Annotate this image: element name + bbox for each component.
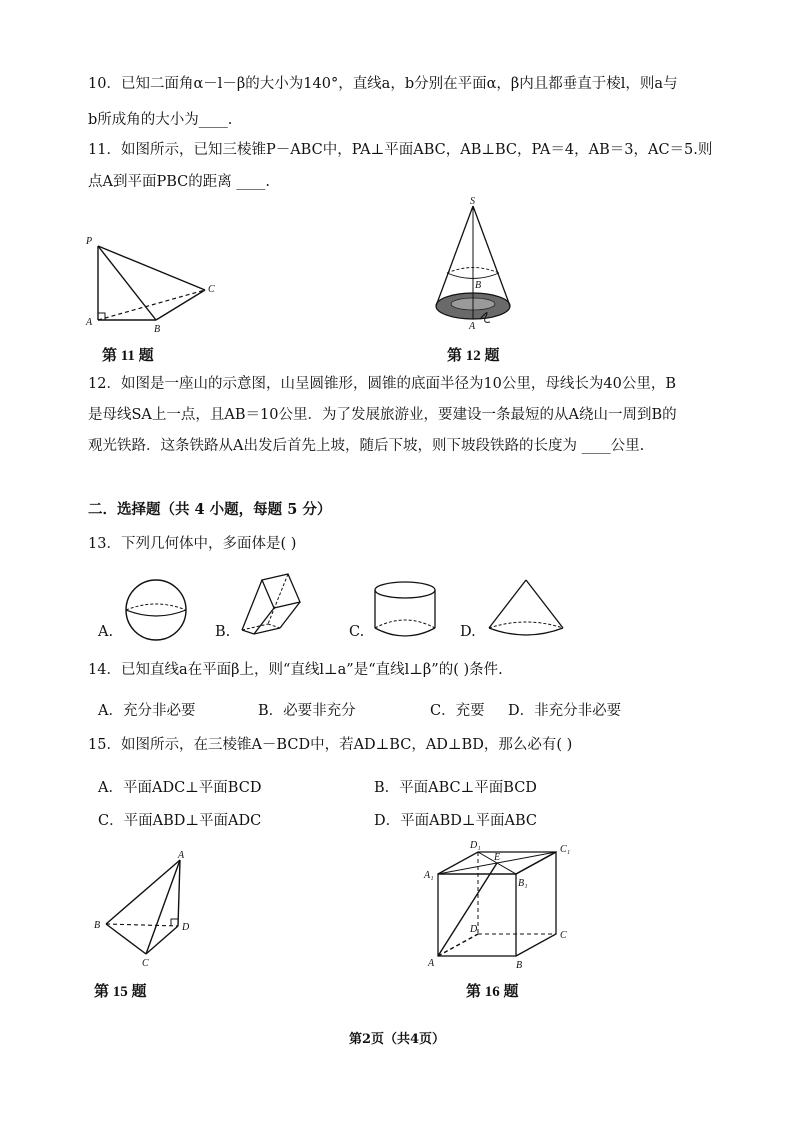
q10-line1: 10．已知二面角α－l－β的大小为140°，直线a，b分别在平面α，β内且都垂直于棱l，则a与 <box>88 76 678 92</box>
q15-option-b: B．平面ABC⊥平面BCD <box>374 780 537 796</box>
q13-sphere-figure <box>124 578 188 642</box>
q10-line2: b所成角的大小为____. <box>88 112 233 128</box>
q14-option-d: D．非充分非必要 <box>508 703 622 719</box>
fig11-label-c: C <box>208 284 215 295</box>
q13-option-a-label: A. <box>98 624 114 640</box>
q15-option-a: A．平面ADC⊥平面BCD <box>98 780 262 796</box>
q11-line2: 点A到平面PBC的距离 ____. <box>88 174 270 190</box>
q15-stem: 15．如图所示，在三棱锥A－BCD中，若AD⊥BC，AD⊥BD，那么必有( ) <box>88 737 573 753</box>
q13-option-d-label: D. <box>460 624 476 640</box>
fig11-label-p: P <box>86 236 93 247</box>
section-2-title: 二．选择题（共 4 小题，每题 5 分） <box>88 501 332 518</box>
q13-stem: 13．下列几何体中，多面体是( ) <box>88 536 297 552</box>
q14-stem: 14．已知直线a在平面β上，则“直线l⊥a”是“直线l⊥β”的( )条件. <box>88 662 503 678</box>
fig16-label-a1: A₁ <box>424 870 434 881</box>
q12-line1: 12．如图是一座山的示意图，山呈圆锥形，圆锥的底面半径为10公里，母线长为40公里，B <box>88 376 677 392</box>
q12-line3: 观光铁路．这条铁路从A出发后首先上坡，随后下坡，则下坡段铁路的长度为 ____公里. <box>88 438 645 454</box>
fig16-label-a: A <box>428 958 435 969</box>
q14-option-b: B．必要非充分 <box>258 703 356 719</box>
fig16-label-c1: C₁ <box>560 844 571 855</box>
fig15-label-c: C <box>142 958 149 969</box>
figure-11 <box>80 230 230 340</box>
fig12-label-s: S <box>470 196 475 207</box>
q15-option-c: C．平面ABD⊥平面ADC <box>98 813 262 829</box>
figure-12 <box>428 198 538 338</box>
figure-16 <box>418 836 588 974</box>
fig15-label-b: B <box>94 920 101 931</box>
fig16-label-d: D <box>470 924 478 935</box>
q13-cylinder-figure <box>372 580 438 640</box>
q15-option-d: D．平面ABD⊥平面ABC <box>374 813 538 829</box>
fig12-caption: 第 12 题 <box>447 348 500 364</box>
q14-option-a: A．充分非必要 <box>98 703 196 719</box>
fig16-label-c: C <box>560 930 567 941</box>
q14-option-c: C．充要 <box>430 703 485 719</box>
fig11-label-b: B <box>154 324 161 335</box>
fig11-caption: 第 11 题 <box>102 348 154 364</box>
fig15-caption: 第 15 题 <box>94 984 147 1000</box>
fig16-label-b: B <box>516 960 523 971</box>
q13-cone-figure <box>486 578 566 640</box>
figure-15 <box>92 850 202 970</box>
page-footer: 第2页（共4页） <box>348 1032 446 1047</box>
fig12-label-b: B <box>475 280 482 291</box>
fig15-label-a: A <box>178 850 185 861</box>
q13-prism-figure <box>240 572 310 640</box>
fig16-label-b1: B₁ <box>518 878 528 889</box>
fig15-label-d: D <box>182 922 190 933</box>
fig16-label-d1: D₁ <box>470 840 481 851</box>
fig16-label-e: E <box>494 852 501 863</box>
q13-option-b-label: B. <box>215 624 231 640</box>
fig16-caption: 第 16 题 <box>466 984 519 1000</box>
fig12-label-a: A <box>469 321 476 332</box>
q12-line2: 是母线SA上一点，且AB＝10公里．为了发展旅游业，要建设一条最短的从A绕山一周到B的 <box>88 407 677 423</box>
fig11-label-a: A <box>86 317 93 328</box>
q13-option-c-label: C. <box>349 624 365 640</box>
q11-line1: 11．如图所示，已知三棱锥P－ABC中，PA⊥平面ABC，AB⊥BC，PA＝4，AB＝3，AC＝5.则 <box>88 142 713 158</box>
